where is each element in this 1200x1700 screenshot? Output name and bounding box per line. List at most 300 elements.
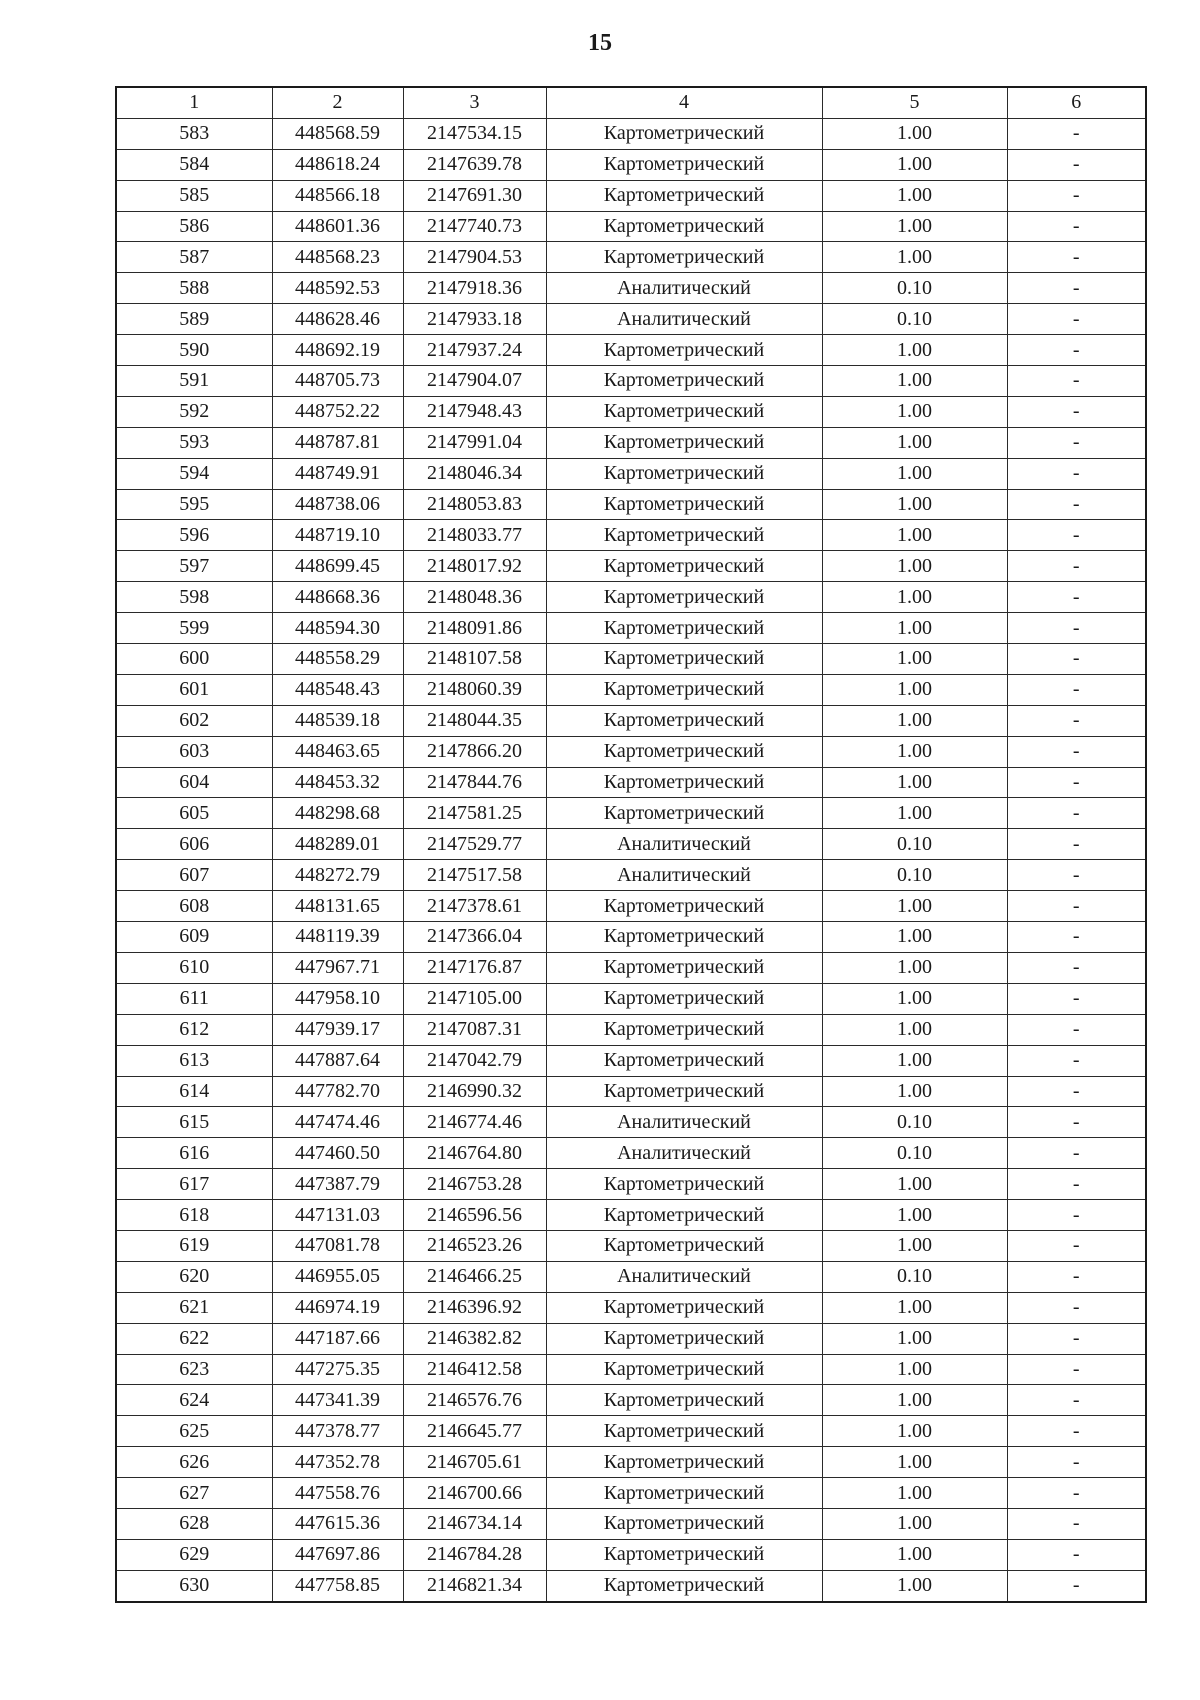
note-cell: - (1007, 1539, 1146, 1570)
accuracy-cell: 1.00 (822, 489, 1007, 520)
x-coordinate-cell: 447187.66 (272, 1323, 403, 1354)
note-cell: - (1007, 1230, 1146, 1261)
method-cell: Аналитический (546, 1107, 822, 1138)
accuracy-cell: 1.00 (822, 1169, 1007, 1200)
method-cell: Картометрический (546, 180, 822, 211)
note-cell: - (1007, 1261, 1146, 1292)
note-cell: - (1007, 1107, 1146, 1138)
table-row (116, 1323, 1146, 1354)
point-number-cell: 603 (116, 736, 272, 767)
table-row (116, 1292, 1146, 1323)
method-cell: Картометрический (546, 1323, 822, 1354)
note-cell: - (1007, 1138, 1146, 1169)
method-cell: Картометрический (546, 1570, 822, 1601)
table-row (116, 489, 1146, 520)
y-coordinate-cell: 2148107.58 (403, 644, 546, 675)
x-coordinate-cell: 448592.53 (272, 273, 403, 304)
x-coordinate-cell: 448568.23 (272, 242, 403, 273)
y-coordinate-cell: 2147691.30 (403, 180, 546, 211)
y-coordinate-cell: 2146523.26 (403, 1230, 546, 1261)
accuracy-cell: 1.00 (822, 520, 1007, 551)
y-coordinate-cell: 2146990.32 (403, 1076, 546, 1107)
point-number-cell: 611 (116, 983, 272, 1014)
y-coordinate-cell: 2147991.04 (403, 427, 546, 458)
x-coordinate-cell: 447697.86 (272, 1539, 403, 1570)
accuracy-cell: 1.00 (822, 149, 1007, 180)
method-cell: Картометрический (546, 427, 822, 458)
coordinates-table (115, 86, 1147, 1603)
note-cell: - (1007, 273, 1146, 304)
x-coordinate-cell: 447758.85 (272, 1570, 403, 1601)
accuracy-cell: 1.00 (822, 242, 1007, 273)
accuracy-cell: 1.00 (822, 335, 1007, 366)
accuracy-cell: 1.00 (822, 1292, 1007, 1323)
method-cell: Картометрический (546, 149, 822, 180)
table-row (116, 736, 1146, 767)
point-number-cell: 618 (116, 1200, 272, 1231)
accuracy-cell: 1.00 (822, 582, 1007, 613)
method-cell: Картометрический (546, 1200, 822, 1231)
y-coordinate-cell: 2146784.28 (403, 1539, 546, 1570)
point-number-cell: 590 (116, 335, 272, 366)
x-coordinate-cell: 447782.70 (272, 1076, 403, 1107)
y-coordinate-cell: 2148033.77 (403, 520, 546, 551)
x-coordinate-cell: 447081.78 (272, 1230, 403, 1261)
method-cell: Картометрический (546, 366, 822, 397)
note-cell: - (1007, 180, 1146, 211)
y-coordinate-cell: 2148044.35 (403, 705, 546, 736)
point-number-cell: 610 (116, 952, 272, 983)
x-coordinate-cell: 447474.46 (272, 1107, 403, 1138)
y-coordinate-cell: 2147918.36 (403, 273, 546, 304)
point-number-cell: 587 (116, 242, 272, 273)
x-coordinate-cell: 447378.77 (272, 1416, 403, 1447)
table-row (116, 335, 1146, 366)
y-coordinate-cell: 2147042.79 (403, 1045, 546, 1076)
table-row (116, 613, 1146, 644)
point-number-cell: 589 (116, 304, 272, 335)
x-coordinate-cell: 448594.30 (272, 613, 403, 644)
y-coordinate-cell: 2146396.92 (403, 1292, 546, 1323)
y-coordinate-cell: 2148017.92 (403, 551, 546, 582)
x-coordinate-cell: 447887.64 (272, 1045, 403, 1076)
note-cell: - (1007, 860, 1146, 891)
x-coordinate-cell: 447275.35 (272, 1354, 403, 1385)
note-cell: - (1007, 1478, 1146, 1509)
accuracy-cell: 1.00 (822, 891, 1007, 922)
table-row (116, 644, 1146, 675)
y-coordinate-cell: 2146774.46 (403, 1107, 546, 1138)
table-row (116, 1539, 1146, 1570)
point-number-cell: 615 (116, 1107, 272, 1138)
y-coordinate-cell: 2146412.58 (403, 1354, 546, 1385)
accuracy-cell: 0.10 (822, 1107, 1007, 1138)
point-number-cell: 585 (116, 180, 272, 211)
x-coordinate-cell: 448119.39 (272, 922, 403, 953)
accuracy-cell: 1.00 (822, 551, 1007, 582)
table-row (116, 1045, 1146, 1076)
table-row (116, 674, 1146, 705)
accuracy-cell: 1.00 (822, 1200, 1007, 1231)
point-number-cell: 601 (116, 674, 272, 705)
y-coordinate-cell: 2147529.77 (403, 829, 546, 860)
y-coordinate-cell: 2148053.83 (403, 489, 546, 520)
point-number-cell: 608 (116, 891, 272, 922)
note-cell: - (1007, 366, 1146, 397)
accuracy-cell: 1.00 (822, 952, 1007, 983)
x-coordinate-cell: 448558.29 (272, 644, 403, 675)
x-coordinate-cell: 447958.10 (272, 983, 403, 1014)
note-cell: - (1007, 1416, 1146, 1447)
note-cell: - (1007, 705, 1146, 736)
accuracy-cell: 1.00 (822, 211, 1007, 242)
x-coordinate-cell: 448719.10 (272, 520, 403, 551)
y-coordinate-cell: 2148046.34 (403, 458, 546, 489)
table-row (116, 366, 1146, 397)
method-cell: Аналитический (546, 304, 822, 335)
method-cell: Картометрический (546, 952, 822, 983)
y-coordinate-cell: 2146645.77 (403, 1416, 546, 1447)
y-coordinate-cell: 2147904.53 (403, 242, 546, 273)
y-coordinate-cell: 2148060.39 (403, 674, 546, 705)
point-number-cell: 622 (116, 1323, 272, 1354)
table-row (116, 1014, 1146, 1045)
point-number-cell: 616 (116, 1138, 272, 1169)
point-number-cell: 596 (116, 520, 272, 551)
method-cell: Картометрический (546, 335, 822, 366)
note-cell: - (1007, 520, 1146, 551)
x-coordinate-cell: 448568.59 (272, 118, 403, 149)
table-row (116, 396, 1146, 427)
point-number-cell: 583 (116, 118, 272, 149)
method-cell: Картометрический (546, 613, 822, 644)
table-row (116, 1200, 1146, 1231)
x-coordinate-cell: 447939.17 (272, 1014, 403, 1045)
accuracy-cell: 1.00 (822, 1076, 1007, 1107)
y-coordinate-cell: 2146753.28 (403, 1169, 546, 1200)
note-cell: - (1007, 489, 1146, 520)
accuracy-cell: 1.00 (822, 1014, 1007, 1045)
note-cell: - (1007, 304, 1146, 335)
x-coordinate-cell: 447341.39 (272, 1385, 403, 1416)
table-row (116, 458, 1146, 489)
point-number-cell: 597 (116, 551, 272, 582)
note-cell: - (1007, 644, 1146, 675)
accuracy-cell: 1.00 (822, 1478, 1007, 1509)
point-number-cell: 626 (116, 1447, 272, 1478)
accuracy-cell: 0.10 (822, 860, 1007, 891)
x-coordinate-cell: 448298.68 (272, 798, 403, 829)
x-coordinate-cell: 448272.79 (272, 860, 403, 891)
point-number-cell: 628 (116, 1508, 272, 1539)
table-row (116, 582, 1146, 613)
accuracy-cell: 1.00 (822, 613, 1007, 644)
table-row (116, 1508, 1146, 1539)
table-row (116, 427, 1146, 458)
table-row (116, 551, 1146, 582)
note-cell: - (1007, 767, 1146, 798)
accuracy-cell: 1.00 (822, 1416, 1007, 1447)
point-number-cell: 629 (116, 1539, 272, 1570)
point-number-cell: 604 (116, 767, 272, 798)
method-cell: Картометрический (546, 644, 822, 675)
method-cell: Картометрический (546, 674, 822, 705)
method-cell: Аналитический (546, 273, 822, 304)
table-row (116, 1447, 1146, 1478)
y-coordinate-cell: 2147105.00 (403, 983, 546, 1014)
method-cell: Картометрический (546, 1014, 822, 1045)
point-number-cell: 623 (116, 1354, 272, 1385)
accuracy-cell: 1.00 (822, 366, 1007, 397)
method-cell: Картометрический (546, 767, 822, 798)
method-cell: Картометрический (546, 1539, 822, 1570)
y-coordinate-cell: 2147866.20 (403, 736, 546, 767)
table-row (116, 1076, 1146, 1107)
note-cell: - (1007, 149, 1146, 180)
accuracy-cell: 1.00 (822, 798, 1007, 829)
header-row (116, 87, 1146, 118)
y-coordinate-cell: 2146821.34 (403, 1570, 546, 1601)
y-coordinate-cell: 2146734.14 (403, 1508, 546, 1539)
x-coordinate-cell: 447131.03 (272, 1200, 403, 1231)
accuracy-cell: 1.00 (822, 674, 1007, 705)
note-cell: - (1007, 952, 1146, 983)
point-number-cell: 600 (116, 644, 272, 675)
method-cell: Картометрический (546, 1045, 822, 1076)
point-number-cell: 630 (116, 1570, 272, 1601)
note-cell: - (1007, 674, 1146, 705)
table-row (116, 1107, 1146, 1138)
accuracy-cell: 1.00 (822, 1323, 1007, 1354)
note-cell: - (1007, 1570, 1146, 1601)
method-cell: Картометрический (546, 396, 822, 427)
x-coordinate-cell: 448618.24 (272, 149, 403, 180)
x-coordinate-cell: 448749.91 (272, 458, 403, 489)
point-number-cell: 599 (116, 613, 272, 644)
note-cell: - (1007, 1045, 1146, 1076)
x-coordinate-cell: 448752.22 (272, 396, 403, 427)
note-cell: - (1007, 1014, 1146, 1045)
point-number-cell: 620 (116, 1261, 272, 1292)
point-number-cell: 607 (116, 860, 272, 891)
note-cell: - (1007, 1169, 1146, 1200)
table-row (116, 1230, 1146, 1261)
method-cell: Картометрический (546, 1416, 822, 1447)
point-number-cell: 609 (116, 922, 272, 953)
y-coordinate-cell: 2146700.66 (403, 1478, 546, 1509)
method-cell: Картометрический (546, 458, 822, 489)
method-cell: Картометрический (546, 551, 822, 582)
y-coordinate-cell: 2147581.25 (403, 798, 546, 829)
x-coordinate-cell: 448131.65 (272, 891, 403, 922)
y-coordinate-cell: 2147087.31 (403, 1014, 546, 1045)
accuracy-cell: 1.00 (822, 705, 1007, 736)
note-cell: - (1007, 891, 1146, 922)
method-cell: Картометрический (546, 582, 822, 613)
x-coordinate-cell: 448628.46 (272, 304, 403, 335)
accuracy-cell: 0.10 (822, 304, 1007, 335)
method-cell: Картометрический (546, 1292, 822, 1323)
y-coordinate-cell: 2147378.61 (403, 891, 546, 922)
x-coordinate-cell: 448699.45 (272, 551, 403, 582)
y-coordinate-cell: 2146382.82 (403, 1323, 546, 1354)
accuracy-cell: 1.00 (822, 396, 1007, 427)
table-row (116, 1138, 1146, 1169)
method-cell: Картометрический (546, 242, 822, 273)
method-cell: Картометрический (546, 1169, 822, 1200)
note-cell: - (1007, 582, 1146, 613)
y-coordinate-cell: 2147740.73 (403, 211, 546, 242)
note-cell: - (1007, 242, 1146, 273)
note-cell: - (1007, 1200, 1146, 1231)
table-row (116, 798, 1146, 829)
y-coordinate-cell: 2147933.18 (403, 304, 546, 335)
accuracy-cell: 1.00 (822, 983, 1007, 1014)
table-row (116, 520, 1146, 551)
point-number-cell: 595 (116, 489, 272, 520)
note-cell: - (1007, 1292, 1146, 1323)
point-number-cell: 621 (116, 1292, 272, 1323)
table-row (116, 705, 1146, 736)
note-cell: - (1007, 118, 1146, 149)
method-cell: Картометрический (546, 1447, 822, 1478)
table-row (116, 1478, 1146, 1509)
accuracy-cell: 1.00 (822, 427, 1007, 458)
column-header: 1 (116, 87, 272, 118)
table-row (116, 1261, 1146, 1292)
page-number: 15 (588, 30, 612, 56)
note-cell: - (1007, 427, 1146, 458)
accuracy-cell: 1.00 (822, 1354, 1007, 1385)
point-number-cell: 598 (116, 582, 272, 613)
point-number-cell: 617 (116, 1169, 272, 1200)
accuracy-cell: 1.00 (822, 118, 1007, 149)
table-row (116, 180, 1146, 211)
method-cell: Картометрический (546, 891, 822, 922)
accuracy-cell: 1.00 (822, 458, 1007, 489)
table-body (116, 118, 1146, 1601)
method-cell: Картометрический (546, 520, 822, 551)
table-row (116, 767, 1146, 798)
x-coordinate-cell: 446974.19 (272, 1292, 403, 1323)
y-coordinate-cell: 2147904.07 (403, 366, 546, 397)
note-cell: - (1007, 335, 1146, 366)
y-coordinate-cell: 2146764.80 (403, 1138, 546, 1169)
method-cell: Аналитический (546, 860, 822, 891)
x-coordinate-cell: 448738.06 (272, 489, 403, 520)
accuracy-cell: 0.10 (822, 1138, 1007, 1169)
y-coordinate-cell: 2147844.76 (403, 767, 546, 798)
point-number-cell: 592 (116, 396, 272, 427)
accuracy-cell: 1.00 (822, 736, 1007, 767)
x-coordinate-cell: 448548.43 (272, 674, 403, 705)
note-cell: - (1007, 1323, 1146, 1354)
column-header: 5 (822, 87, 1007, 118)
column-header: 6 (1007, 87, 1146, 118)
method-cell: Картометрический (546, 983, 822, 1014)
y-coordinate-cell: 2146466.25 (403, 1261, 546, 1292)
x-coordinate-cell: 446955.05 (272, 1261, 403, 1292)
table-row (116, 952, 1146, 983)
table-row (116, 242, 1146, 273)
method-cell: Картометрический (546, 489, 822, 520)
method-cell: Картометрический (546, 211, 822, 242)
method-cell: Аналитический (546, 1138, 822, 1169)
method-cell: Картометрический (546, 1385, 822, 1416)
table-row (116, 1354, 1146, 1385)
note-cell: - (1007, 922, 1146, 953)
point-number-cell: 588 (116, 273, 272, 304)
x-coordinate-cell: 448463.65 (272, 736, 403, 767)
note-cell: - (1007, 1354, 1146, 1385)
accuracy-cell: 1.00 (822, 644, 1007, 675)
note-cell: - (1007, 396, 1146, 427)
accuracy-cell: 1.00 (822, 922, 1007, 953)
y-coordinate-cell: 2147534.15 (403, 118, 546, 149)
x-coordinate-cell: 448289.01 (272, 829, 403, 860)
table-row (116, 304, 1146, 335)
method-cell: Аналитический (546, 829, 822, 860)
table-row (116, 860, 1146, 891)
note-cell: - (1007, 1508, 1146, 1539)
note-cell: - (1007, 613, 1146, 644)
table-row (116, 983, 1146, 1014)
table-row (116, 273, 1146, 304)
table-row (116, 1385, 1146, 1416)
note-cell: - (1007, 798, 1146, 829)
point-number-cell: 586 (116, 211, 272, 242)
accuracy-cell: 1.00 (822, 1447, 1007, 1478)
point-number-cell: 606 (116, 829, 272, 860)
x-coordinate-cell: 448539.18 (272, 705, 403, 736)
table-row (116, 829, 1146, 860)
accuracy-cell: 1.00 (822, 1570, 1007, 1601)
y-coordinate-cell: 2146576.76 (403, 1385, 546, 1416)
point-number-cell: 602 (116, 705, 272, 736)
accuracy-cell: 0.10 (822, 273, 1007, 304)
table-row (116, 149, 1146, 180)
note-cell: - (1007, 736, 1146, 767)
y-coordinate-cell: 2147937.24 (403, 335, 546, 366)
accuracy-cell: 1.00 (822, 1385, 1007, 1416)
point-number-cell: 605 (116, 798, 272, 829)
note-cell: - (1007, 1447, 1146, 1478)
note-cell: - (1007, 983, 1146, 1014)
y-coordinate-cell: 2147948.43 (403, 396, 546, 427)
x-coordinate-cell: 447615.36 (272, 1508, 403, 1539)
note-cell: - (1007, 829, 1146, 860)
x-coordinate-cell: 447967.71 (272, 952, 403, 983)
x-coordinate-cell: 447387.79 (272, 1169, 403, 1200)
x-coordinate-cell: 447352.78 (272, 1447, 403, 1478)
y-coordinate-cell: 2147366.04 (403, 922, 546, 953)
x-coordinate-cell: 448453.32 (272, 767, 403, 798)
method-cell: Картометрический (546, 798, 822, 829)
table-row (116, 922, 1146, 953)
point-number-cell: 619 (116, 1230, 272, 1261)
note-cell: - (1007, 1076, 1146, 1107)
point-number-cell: 624 (116, 1385, 272, 1416)
x-coordinate-cell: 447460.50 (272, 1138, 403, 1169)
column-header: 2 (272, 87, 403, 118)
accuracy-cell: 1.00 (822, 1230, 1007, 1261)
accuracy-cell: 1.00 (822, 1508, 1007, 1539)
table-row (116, 1169, 1146, 1200)
table-row (116, 891, 1146, 922)
accuracy-cell: 1.00 (822, 1539, 1007, 1570)
method-cell: Картометрический (546, 922, 822, 953)
x-coordinate-cell: 448601.36 (272, 211, 403, 242)
